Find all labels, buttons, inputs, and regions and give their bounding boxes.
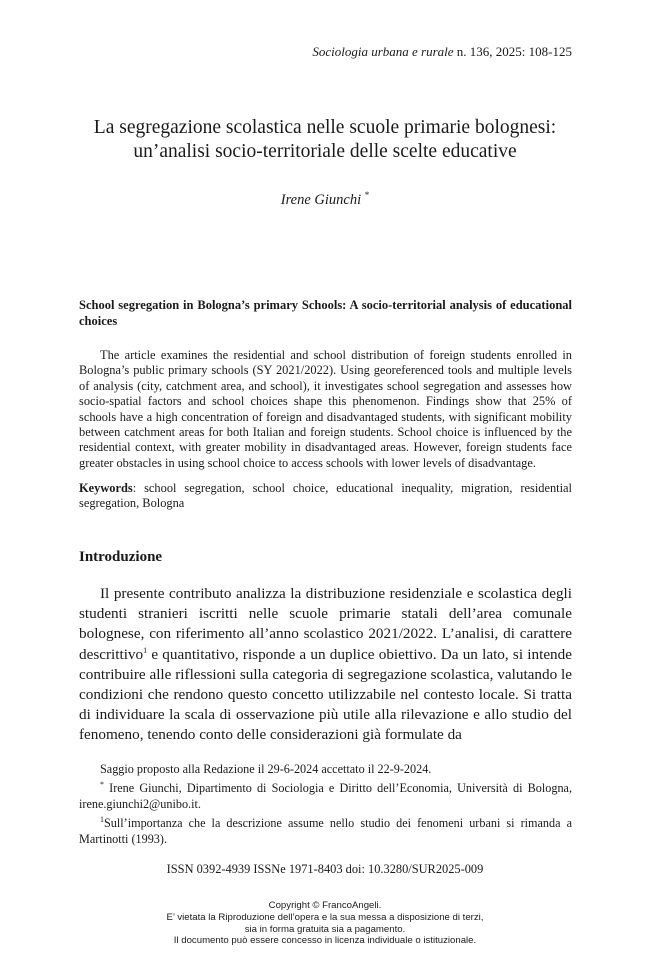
author-line xyxy=(0,186,650,209)
affiliation-text: Irene Giunchi, Dipartimento di Sociologia e Diritto dell’Economia, Università di Bologna, irene.giunchi2@unibo.it. xyxy=(79,781,572,811)
keywords-text: : school segregation, school choice, educational inequality, migration, residential segregation, Bologna xyxy=(79,481,572,511)
issue-pages: n. 136, 2025: 108-125 xyxy=(453,44,572,59)
issn-doi-line: ISSN 0392-4939 ISSNe 1971-8403 doi: 10.3280/SUR2025-009 xyxy=(166,862,484,876)
title-line-2: un’analisi socio-territoriale delle scelte educative xyxy=(133,141,517,162)
copyright-notice xyxy=(0,900,650,947)
footnote-1 xyxy=(79,816,572,847)
copyright-line-4: Il documento può essere concesso in licenza individuale o istituzionale. xyxy=(173,935,477,947)
body-text-part-2: e quantitativo, risponde a un duplice obiettivo. Da un lato, si intende contribuire alle riflessioni sulla categoria di segregazione scolastica, valutando le condizioni che rendono questo concetto utilizzabile nel contesto locale. Si tratta di individuare la scala di osservazione più utile alla rilevazione e allo studio del fenomeno, tenendo conto delle considerazioni già formulate da xyxy=(79,645,572,744)
body-text-part-1: Il presente contributo analizza la distribuzione residenziale e scolastica degli studenti stranieri iscritti nelle scuole primarie statali dell’area comunale bolognese, con riferimento all’anno scolastico 2021/2022. L’analisi, di carattere descrittivo xyxy=(79,585,572,663)
journal-reference xyxy=(312,44,572,60)
keywords-label: Keywords xyxy=(79,481,133,495)
keywords xyxy=(79,481,572,512)
submission-note: Saggio proposto alla Redazione il 29-6-2024 accettato il 22-9-2024. xyxy=(100,762,432,776)
footnote-1-text: Sull’importanza che la descrizione assume nello studio dei fenomeni urbani si rimanda a Martinotti (1993). xyxy=(79,816,572,846)
copyright-line-3: sia in forma gratuita sia a pagamento. xyxy=(244,923,406,935)
title-line-1: La segregazione scolastica nelle scuole primarie bolognesi: xyxy=(93,117,557,138)
copyright-line-2: E’ vietata la Riproduzione dell’opera e la sua messa a disposizione di terzi, xyxy=(166,911,484,923)
body-paragraph xyxy=(79,584,572,746)
article-title xyxy=(60,116,590,164)
author-footnote-mark: * xyxy=(364,190,370,200)
section-heading: Introduzione xyxy=(79,549,163,565)
copyright-line-1: Copyright © FrancoAngeli. xyxy=(268,900,382,911)
footnotes xyxy=(79,762,572,847)
author-affiliation-note xyxy=(79,781,572,812)
affiliation-mark: * xyxy=(100,780,104,790)
footnote-ref-1: 1 xyxy=(143,645,148,655)
journal-name: Sociologia urbana e rurale xyxy=(312,44,454,59)
footnote-1-mark: 1 xyxy=(100,815,104,825)
abstract-text: The article examines the residential and school distribution of foreign students enrolled in Bologna’s public primary schools (SY 2021/2022). Using georeferenced tools and multiple levels of analysis (city, catchment area, and school), it investigates school segregation and assesses how socio-spatial factors and school choices shape this phenomenon. Findings show that 25% of schools have a high concentration of foreign and disadvantaged students, with significant mobility between catchment areas for both Italian and foreign students. School choice is influenced by the residential context, with greater mobility in disadvantaged areas. However, foreign students face greater obstacles in using school choice to access schools with lower levels of disadvantage. xyxy=(79,348,572,470)
author-name: Irene Giunchi xyxy=(280,192,362,208)
abstract-title: School segregation in Bologna’s primary Schools: A socio-territorial analysis of educational choices xyxy=(79,298,572,328)
